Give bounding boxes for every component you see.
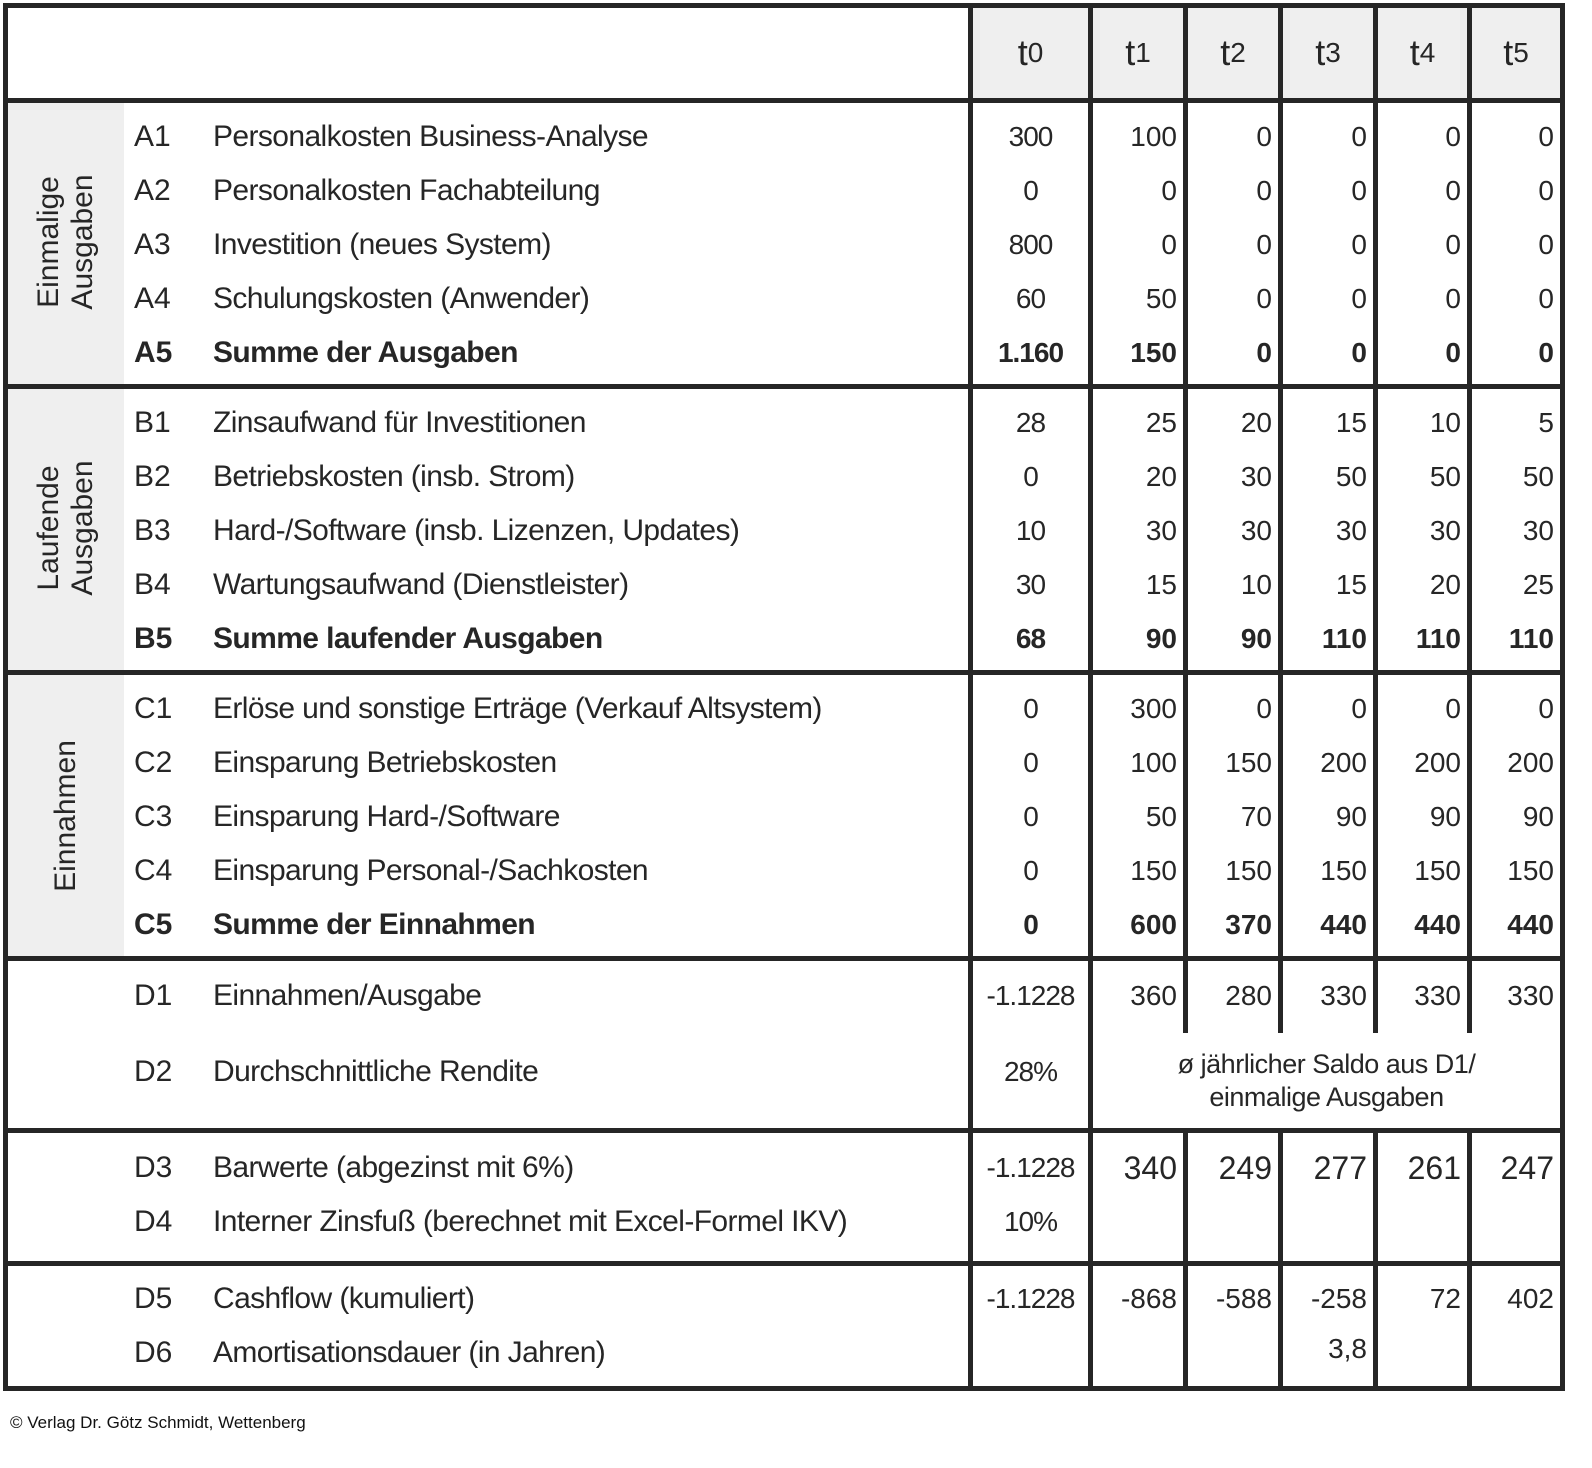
row-code: D4 [134, 1205, 173, 1238]
group-label: Ausgaben [66, 173, 99, 310]
cell-c1-t3: 0 [1351, 693, 1367, 724]
group-label-block [32, 398, 100, 658]
column-header-t4: t 4 [1409, 32, 1436, 73]
row-code: A4 [134, 282, 171, 315]
divider [8, 98, 1560, 103]
row-label: Einsparung Personal-/Sachkosten [213, 854, 649, 887]
cell-d3-t0: -1.1228 [986, 1152, 1075, 1183]
row-label: Summe der Einnahmen [213, 908, 536, 941]
cell-c5-t3: 440 [1320, 909, 1367, 940]
investment-table [3, 3, 1565, 1391]
cell-b5-t0: 68 [1015, 623, 1046, 654]
cell-d5-t5: 402 [1507, 1283, 1554, 1314]
cell-a1-t0: 300 [1008, 121, 1053, 152]
cell-a5-t2: 0 [1256, 337, 1272, 368]
cell-c2-t4: 200 [1414, 747, 1461, 778]
row-label: Cashflow (kumuliert) [213, 1282, 475, 1315]
cell-b1-t5: 5 [1538, 407, 1554, 438]
cell-b3-t1: 30 [1145, 515, 1177, 546]
row-label: Einnahmen/Ausgabe [213, 979, 482, 1012]
divider [8, 1128, 1560, 1133]
cell-b3-t3: 30 [1335, 515, 1367, 546]
cell-c1-t4: 0 [1445, 693, 1461, 724]
group-einnahmen [8, 675, 124, 956]
cell-b1-t1: 25 [1145, 407, 1177, 438]
cell-c2-t1: 100 [1130, 747, 1177, 778]
cell-d3-t2: 249 [1218, 1150, 1272, 1186]
cell-c4-t4: 150 [1414, 855, 1461, 886]
row-code: D5 [134, 1282, 173, 1315]
row-code: B3 [134, 514, 171, 547]
column-header-t1: t 1 [1125, 32, 1151, 73]
row-label: Amortisationsdauer (in Jahren) [213, 1336, 606, 1369]
row-label: Barwerte (abgezinst mit 6%) [213, 1151, 574, 1184]
cell-b3-t4: 30 [1429, 515, 1461, 546]
cell-c2-t0: 0 [1023, 747, 1038, 778]
divider [8, 956, 1560, 961]
cell-b1-t0: 28 [1015, 407, 1046, 438]
row-label: Erlöse und sonstige Erträge (Verkauf Altsystem) [213, 692, 822, 725]
column-header-t0: t 0 [1017, 32, 1044, 73]
row-code: A2 [134, 174, 171, 207]
cell-c3-t2: 70 [1240, 801, 1272, 832]
cell-c2-t3: 200 [1320, 747, 1367, 778]
group-label-block [32, 112, 100, 372]
cell-d6-t4 [1378, 1322, 1467, 1376]
cell-c3-t3: 90 [1335, 801, 1367, 832]
d2-note: ø jährlicher Saldo aus D1/ einmalige Ausgaben [1177, 1049, 1476, 1112]
cell-b3-t5: 30 [1522, 515, 1554, 546]
cell-a4-t0: 60 [1015, 283, 1046, 314]
cell-b4-t5: 25 [1522, 569, 1554, 600]
cell-d1-t0: -1.1228 [986, 980, 1075, 1011]
cell-d6-t1 [1093, 1322, 1183, 1376]
cell-b2-t5: 50 [1522, 461, 1554, 492]
group-einmalige-ausgaben [8, 103, 124, 384]
cell-b4-t0: 30 [1015, 569, 1046, 600]
row-label: Summe laufender Ausgaben [213, 622, 603, 655]
cell-c3-t4: 90 [1429, 801, 1461, 832]
cell-d5-t4: 72 [1429, 1283, 1461, 1314]
cell-c5-t0: 0 [1023, 909, 1038, 940]
row-code: A5 [134, 336, 173, 369]
cell-b5-t1: 90 [1145, 623, 1177, 654]
cell-d5-t0: -1.1228 [986, 1283, 1075, 1314]
cell-b5-t2: 90 [1240, 623, 1272, 654]
row-code: B4 [134, 568, 171, 601]
cell-a3-t3: 0 [1351, 229, 1367, 260]
row-label: Betriebskosten (insb. Strom) [213, 460, 575, 493]
cell-b5-t5: 110 [1508, 623, 1554, 654]
cell-a3-t4: 0 [1445, 229, 1461, 260]
cell-c1-t5: 0 [1538, 693, 1554, 724]
cell-d6-t0 [973, 1322, 1088, 1376]
column-header-t3: t 3 [1315, 32, 1341, 73]
cell-a3-t2: 0 [1256, 229, 1272, 260]
row-code: C4 [134, 854, 173, 887]
row-code: D3 [134, 1151, 173, 1184]
cell-a1-t5: 0 [1538, 121, 1554, 152]
row-label: Einsparung Hard-/Software [213, 800, 560, 833]
divider [8, 384, 1560, 389]
cell-c5-t5: 440 [1507, 909, 1554, 940]
cell-a4-t3: 0 [1351, 283, 1367, 314]
cell-a4-t2: 0 [1256, 283, 1272, 314]
row-label: Durchschnittliche Rendite [213, 1055, 539, 1088]
row-code: D2 [134, 1055, 173, 1088]
cell-c2-t2: 150 [1225, 747, 1272, 778]
cell-a1-t3: 0 [1351, 121, 1367, 152]
group-label-block [49, 686, 83, 946]
cell-c5-t4: 440 [1414, 909, 1461, 940]
cell-d1-t2: 280 [1225, 980, 1272, 1011]
cell-b5-t4: 110 [1415, 623, 1461, 654]
cell-d5-t1: -868 [1120, 1283, 1177, 1314]
cell-a3-t0: 800 [1008, 229, 1053, 260]
group-label: Ausgaben [66, 459, 99, 596]
cell-a2-t5: 0 [1538, 175, 1554, 206]
cell-b2-t4: 50 [1429, 461, 1461, 492]
cell-c1-t0: 0 [1023, 693, 1038, 724]
cell-a2-t3: 0 [1351, 175, 1367, 206]
row-code: A1 [134, 120, 171, 153]
cell-c3-t5: 90 [1522, 801, 1554, 832]
row-code: C5 [134, 908, 173, 941]
cell-d6-t3: 3,8 [1328, 1333, 1367, 1364]
row-label: Personalkosten Fachabteilung [213, 174, 600, 207]
cell-d3-t1: 340 [1123, 1150, 1177, 1186]
row-code: C3 [134, 800, 173, 833]
cell-c4-t3: 150 [1320, 855, 1367, 886]
cell-b1-t3: 15 [1335, 407, 1367, 438]
cell-c4-t2: 150 [1225, 855, 1272, 886]
cell-d1-t5: 330 [1507, 980, 1554, 1011]
cell-a1-t4: 0 [1445, 121, 1461, 152]
cell-d5-t2: -588 [1215, 1283, 1272, 1314]
cell-a2-t0: 0 [1023, 175, 1038, 206]
cell-a1-t2: 0 [1256, 121, 1272, 152]
row-label: Zinsaufwand für Investitionen [213, 406, 586, 439]
cell-d3-t3: 277 [1313, 1150, 1367, 1186]
cell-d1-t3: 330 [1320, 980, 1367, 1011]
column-header-t5: t 5 [1503, 32, 1529, 73]
cell-a1-t1: 100 [1130, 121, 1177, 152]
cell-b1-t4: 10 [1429, 407, 1461, 438]
cell-c4-t1: 150 [1130, 855, 1177, 886]
column-header-t2: t 2 [1220, 32, 1246, 73]
cell-a3-t1: 0 [1161, 229, 1177, 260]
cell-a2-t4: 0 [1445, 175, 1461, 206]
cell-b2-t1: 20 [1145, 461, 1177, 492]
cell-a5-t0: 1.160 [997, 337, 1064, 368]
cell-b4-t2: 10 [1240, 569, 1272, 600]
row-label: Interner Zinsfuß (berechnet mit Excel-Formel IKV) [213, 1205, 848, 1238]
cell-c3-t1: 50 [1145, 801, 1177, 832]
row-label: Schulungskosten (Anwender) [213, 282, 590, 315]
row-code: D6 [134, 1336, 173, 1369]
cell-a5-t4: 0 [1445, 337, 1461, 368]
cell-c3-t0: 0 [1023, 801, 1038, 832]
row-code: C1 [134, 692, 173, 725]
group-label: Einmalige [32, 175, 65, 308]
row-code: A3 [134, 228, 171, 261]
divider [8, 1261, 1560, 1266]
cell-d6-t5 [1472, 1322, 1560, 1376]
cell-a2-t1: 0 [1161, 175, 1177, 206]
cell-b4-t1: 15 [1145, 569, 1177, 600]
copyright: © Verlag Dr. Götz Schmidt, Wettenberg [10, 1413, 306, 1432]
row-code: B1 [134, 406, 171, 439]
cell-c4-t0: 0 [1023, 855, 1038, 886]
cell-a2-t2: 0 [1256, 175, 1272, 206]
cell-c2-t5: 200 [1507, 747, 1554, 778]
divider [8, 670, 1560, 675]
cell-d3-t4: 261 [1407, 1150, 1461, 1186]
row-label: Summe der Ausgaben [213, 336, 518, 369]
cell-c4-t5: 150 [1507, 855, 1554, 886]
row-label: Investition (neues System) [213, 228, 551, 261]
cell-d1-t4: 330 [1414, 980, 1461, 1011]
cell-a5-t5: 0 [1538, 337, 1554, 368]
cell-d1-t1: 360 [1130, 980, 1177, 1011]
cell-a3-t5: 0 [1538, 229, 1554, 260]
cell-c1-t2: 0 [1256, 693, 1272, 724]
cell-b3-t0: 10 [1015, 515, 1046, 546]
cell-d3-t5: 247 [1500, 1150, 1554, 1186]
cell-c5-t1: 600 [1130, 909, 1177, 940]
cell-b4-t3: 15 [1335, 569, 1367, 600]
cell-a5-t3: 0 [1351, 337, 1367, 368]
group-laufende-ausgaben [8, 389, 124, 670]
cell-a5-t1: 150 [1130, 337, 1177, 368]
cell-b2-t3: 50 [1335, 461, 1367, 492]
cell-b2-t2: 30 [1240, 461, 1272, 492]
cell-d2-t0: 28% [1003, 1056, 1058, 1087]
row-label: Einsparung Betriebskosten [213, 746, 557, 779]
cell-d4-t0: 10% [1003, 1206, 1058, 1237]
row-label: Wartungsaufwand (Dienstleister) [213, 568, 629, 601]
cell-b5-t3: 110 [1321, 623, 1367, 654]
cell-a4-t4: 0 [1445, 283, 1461, 314]
row-code: C2 [134, 746, 173, 779]
row-code: B5 [134, 622, 173, 655]
row-label: Hard-/Software (insb. Lizenzen, Updates) [213, 514, 740, 547]
row-code: B2 [134, 460, 171, 493]
cell-b4-t4: 20 [1429, 569, 1461, 600]
group-label: Laufende [32, 464, 65, 591]
cell-d6-t2 [1188, 1322, 1278, 1376]
row-code: D1 [134, 979, 173, 1012]
cell-c1-t1: 300 [1130, 693, 1177, 724]
group-label: Einnahmen [49, 739, 82, 892]
cell-c5-t2: 370 [1225, 909, 1272, 940]
cell-b1-t2: 20 [1240, 407, 1272, 438]
row-label: Personalkosten Business-Analyse [213, 120, 648, 153]
cell-b3-t2: 30 [1240, 515, 1272, 546]
cell-d5-t3: -258 [1310, 1283, 1367, 1314]
cell-a4-t5: 0 [1538, 283, 1554, 314]
cell-a4-t1: 50 [1145, 283, 1177, 314]
cell-b2-t0: 0 [1023, 461, 1038, 492]
